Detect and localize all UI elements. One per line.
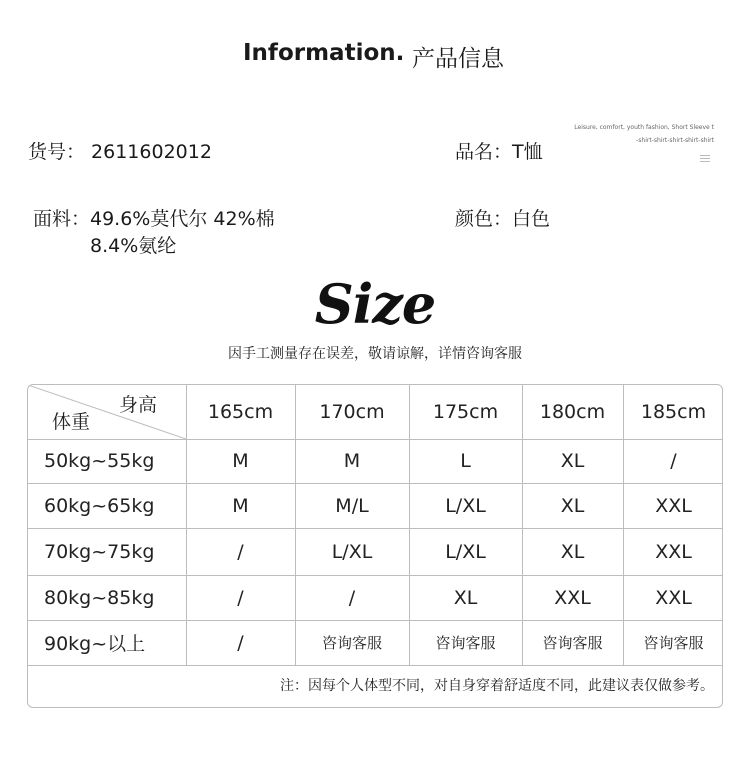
size-cell: / [670, 450, 677, 472]
row-divider [28, 665, 723, 666]
height-header: 185cm [640, 401, 707, 423]
size-cell: XL [560, 450, 585, 472]
size-cell: 咨询客服 [435, 634, 496, 652]
title-chinese: 产品信息 [412, 46, 504, 72]
height-header: 165cm [207, 401, 274, 423]
corner-height-label: 身高 [119, 394, 158, 416]
size-cell: L/XL [331, 540, 373, 563]
size-cell: XXL [655, 540, 692, 563]
size-table [27, 384, 723, 708]
weight-label: 50kg~55kg [44, 450, 155, 472]
size-cell: XL [560, 540, 585, 563]
size-cell: XXL [655, 494, 692, 517]
size-cell: 咨询客服 [321, 634, 382, 652]
size-cell: 咨询客服 [643, 634, 704, 652]
size-cell: / [237, 586, 244, 609]
size-subtitle: 因手工测量存在误差，敬请谅解，详情咨询客服 [228, 346, 522, 362]
fabric-line-2: 8.4%氨纶 [90, 235, 177, 257]
height-header: 175cm [432, 401, 499, 423]
tag-line-1: Leisure, comfort, youth fashion, Short Sleeve t [574, 124, 714, 131]
size-cell: L/XL [445, 540, 486, 563]
size-cell: / [237, 540, 244, 563]
weight-label: 80kg~85kg [44, 586, 155, 609]
size-cell: XL [453, 586, 478, 609]
corner-weight-label: 体重 [52, 411, 91, 433]
size-cell: M [232, 494, 249, 517]
size-cell: / [237, 631, 244, 654]
height-header: 170cm [319, 401, 385, 423]
size-cell: / [348, 586, 356, 609]
weight-label: 60kg~65kg [44, 494, 155, 517]
list-icon [700, 155, 710, 165]
size-title: Size [314, 272, 436, 336]
size-cell: M [232, 450, 249, 472]
size-cell: 咨询客服 [542, 634, 603, 652]
color-info: 颜色：白色 [455, 208, 551, 230]
size-cell: XL [560, 494, 585, 517]
weight-label: 70kg~75kg [44, 540, 155, 563]
fabric-line-1: 面料：49.6%莫代尔 42%棉 [33, 208, 275, 230]
size-cell: L [460, 450, 471, 472]
product-name: 品名：T恤 [455, 141, 543, 163]
size-cell: L/XL [445, 494, 486, 517]
size-cell: M [343, 450, 361, 472]
height-header: 180cm [539, 401, 606, 423]
table-note: 注：因每个人体型不同，对自身穿着舒适度不同，此建议表仅做参考。 [280, 678, 714, 694]
tag-line-2: -shirt-shirt-shirt-shirt-shirt [636, 137, 714, 144]
size-cell: XXL [655, 586, 692, 609]
weight-label: 90kg~以上 [44, 633, 146, 655]
item-number: 货号： 2611602012 [28, 141, 212, 163]
size-cell: M/L [335, 494, 369, 517]
size-cell: XXL [554, 586, 591, 609]
title-english: Information. [243, 40, 405, 66]
